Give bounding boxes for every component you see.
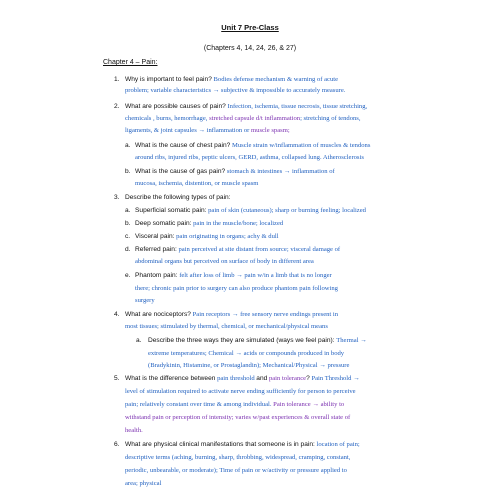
answer-text: ; stretching of tendons, xyxy=(300,115,361,122)
chapter-heading: Chapter 4 – Pain: xyxy=(103,59,158,66)
term-highlight: pain tolerance xyxy=(268,375,307,382)
answer-text: Pain receptors → free sensory nerve endings present in xyxy=(192,311,339,318)
answer-text: extreme temperatures; Chemical → acids or compounds produced in body xyxy=(148,350,345,357)
question-1 xyxy=(125,75,338,84)
answer-text: surgery xyxy=(135,297,155,304)
answer-highlight: health. xyxy=(125,427,143,434)
answer-text: abdominal organs but perceived on surface of body in different area xyxy=(135,258,314,265)
answer-text: there; chronic pain prior to surgery can also produce phantom pain following xyxy=(135,285,338,292)
question-text: What is the cause of chest pain? xyxy=(135,142,231,149)
subquestion-letter: c. xyxy=(125,233,131,240)
question-3e xyxy=(135,271,332,280)
answer-text: pain in the muscle/bone; localized xyxy=(193,220,284,227)
answer-text: pain originating in organs; achy & dull xyxy=(176,233,279,240)
answer-text: pain of skin (cutaneous); sharp or burning feeling; localized xyxy=(208,207,366,214)
question-number: 5. xyxy=(114,375,120,382)
answer-text: pain; relatively constant over time & among individual. xyxy=(125,401,272,408)
answer-text: felt after loss of limb → pain w/in a limb that is no longer xyxy=(179,272,332,279)
question-text: Why is important to feel pain? xyxy=(125,76,212,83)
page-subtitle: (Chapters 4, 14, 24, 26, & 27) xyxy=(203,45,297,52)
question-text: and xyxy=(256,375,268,382)
subquestion-letter: b. xyxy=(125,168,131,175)
question-text: What are physical clinical manifestations that someone is in pain: xyxy=(125,441,315,448)
answer-text: chemicals , burns, hemorrhage, xyxy=(125,115,208,122)
question-number: 3. xyxy=(114,194,120,201)
question-3c xyxy=(135,232,279,241)
term-highlight: pain threshold xyxy=(217,375,255,382)
answer-highlight: muscle spasm; xyxy=(251,127,290,134)
answer-text: stomach & intestines → inflammation of xyxy=(226,168,335,175)
question-6 xyxy=(125,440,360,449)
question-2b xyxy=(135,167,335,176)
answer-line xyxy=(125,400,344,409)
question-3b xyxy=(135,219,283,228)
answer-line xyxy=(125,126,290,135)
question-text: Deep somatic pain: xyxy=(135,220,192,227)
answer-text: periodic, unbearable, or moderate); Time of pain or w/activity or pressure applied to xyxy=(125,467,347,474)
subquestion-letter: a. xyxy=(125,142,131,149)
answer-text: Bodies defense mechanism & warning of acute xyxy=(213,76,339,83)
subquestion-letter: e. xyxy=(125,272,131,279)
answer-text: Muscle strain w/inflammation of muscles & tendons xyxy=(231,142,371,149)
question-text: Describe the following types of pain: xyxy=(125,194,231,201)
question-number: 1. xyxy=(114,76,120,83)
answer-text: location of pain; xyxy=(316,441,360,448)
subquestion-letter: a. xyxy=(125,207,131,214)
answer-text: Infection, ischemia, tissue necrosis, tissue stretching, xyxy=(227,103,368,110)
question-number: 4. xyxy=(114,311,120,318)
answer-text: ligaments, & joint capsules → inflammation or xyxy=(125,127,250,134)
answer-text: problem; variable characteristics → subjective & impossible to accurately measure. xyxy=(125,87,346,94)
question-number: 2. xyxy=(114,103,120,110)
question-text: Referred pain: xyxy=(135,246,177,253)
answer-text: Pain Threshold → xyxy=(311,375,360,382)
question-5 xyxy=(125,374,360,383)
subquestion-letter: d. xyxy=(125,246,131,253)
answer-text: descriptive terms (aching, burning, sharp, throbbing, widespread, cramping, constant, xyxy=(125,454,351,461)
question-2a xyxy=(135,141,370,150)
question-text: ? xyxy=(306,375,310,382)
question-text: What is the difference between xyxy=(125,375,216,382)
answer-highlight: withstand pain or perception of intensity; varies w/past experiences & overall state of xyxy=(125,414,351,421)
question-text: What is the cause of gas pain? xyxy=(135,168,226,175)
question-2 xyxy=(125,102,367,111)
answer-text: level of stimulation required to activate nerve ending sufficiently for person to perceive xyxy=(125,388,356,395)
answer-line xyxy=(125,114,361,123)
question-text: Phantom pain: xyxy=(135,272,178,279)
answer-highlight: stretched capsule d/t inflammation xyxy=(209,115,301,122)
question-text: What are nociceptors? xyxy=(125,311,191,318)
subquestion-letter: a. xyxy=(136,337,142,344)
question-3d xyxy=(135,245,340,254)
question-number: 6. xyxy=(114,441,120,448)
page-title: Unit 7 Pre-Class xyxy=(221,23,279,32)
answer-text: Thermal → xyxy=(336,337,367,344)
answer-text: mucosa, ischemia, distention, or muscle spasm xyxy=(135,180,259,187)
question-text: Visceral pain: xyxy=(135,233,175,240)
answer-text: most tissues; stimulated by thermal, chemical, or mechanical/physical means xyxy=(125,323,328,330)
question-text: Describe the three ways they are simulated (ways we feel pain): xyxy=(148,337,335,344)
answer-text: (Bradykinin, Histamine, or Prostaglandin); Mechanical/Physical → pressure xyxy=(148,362,350,369)
question-text: Superficial somatic pain: xyxy=(135,207,207,214)
question-4a xyxy=(148,336,367,345)
answer-text: pain perceived at site distant from source; visceral damage of xyxy=(178,246,341,253)
question-text: What are possible causes of pain? xyxy=(125,103,226,110)
answer-text: area; physical xyxy=(125,480,162,487)
question-3a xyxy=(135,206,366,215)
answer-highlight: Pain tolerance → ability to xyxy=(273,401,345,408)
answer-text: around ribs, injured ribs, peptic ulcers, GERD, asthma, collapsed lung. Atherosclerosis xyxy=(135,154,364,161)
question-4 xyxy=(125,310,338,319)
subquestion-letter: b. xyxy=(125,220,131,227)
